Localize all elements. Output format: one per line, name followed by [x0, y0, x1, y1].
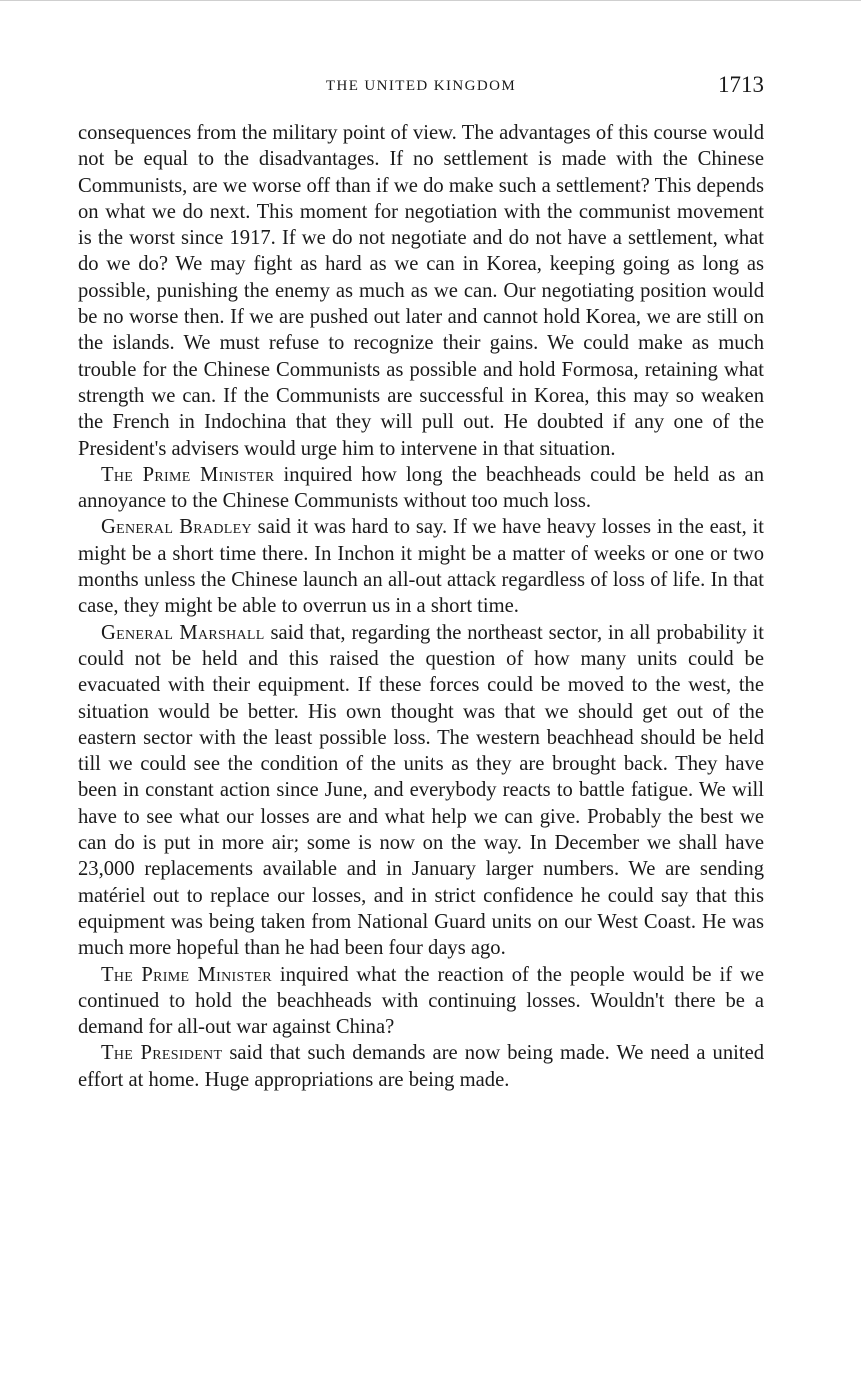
paragraph-text: said that, regarding the northeast sector, in all probability it could not be held and this raised the question of how many units could be evacuated with their equipment. If these forces could be moved to the west, the situation would be better. His own thought was that we should get out of the eastern sector with the least possible loss. The western beachhead should be held till we could see the condition of the units as they are brought back. They have been in constant action since June, and everybody reacts to battle fatigue. We will have to see what our losses are and what help we can give. Probably the best we can do is put in more air; some is now on the way. In December we shall have 23,000 replacements available and in January larger numbers. We are sending matériel out to replace our losses, and in strict confidence he could say that this equipment was being taken from National Guard units on our West Coast. He was much more hopeful than he had been four days ago. [78, 621, 765, 960]
paragraph-general-marshall [78, 620, 764, 962]
paragraph-text: said that such demands are now being made. We need a united effort at home. Huge appropriations are being made. [78, 1042, 765, 1091]
body-text [78, 120, 764, 1093]
scan-edge-line [0, 0, 861, 1]
speaker-name: The President [101, 1042, 223, 1065]
paragraph-prime-minister-2 [78, 962, 764, 1041]
paragraph-text: said it was hard to say. If we have heavy losses in the east, it might be a short time there. In Inchon it might be a matter of weeks or one or two months unless the Chinese launch an all-out attack regardless of loss of life. In that case, they might be able to overrun us in a short time. [78, 516, 764, 618]
page-number: 1713 [718, 72, 764, 97]
speaker-name: The Prime Minister [101, 963, 272, 986]
paragraph-text: consequences from the military point of view. The advantages of this course would not be equal to the disadvantages. If no settlement is made with the Chinese Communists, are we worse off than if we do make such a settlement? This depends on what we do next. This moment for negotiation with the communist movement is the worst since 1917. If we do not negotiate and do not have a settlement, what do we do? We may fight as hard as we can in Korea, keeping going as long as possible, punishing the enemy as much as we can. Our negotiating position would be no worse then. If we are pushed out later and cannot hold Korea, we are still on the islands. We must refuse to recognize their gains. We could make as much trouble for the Chinese Communists as possible and hold Formosa, retaining what strength we can. If the Communists are successful in Korea, this may so weaken the French in Indochina that they will pull out. He doubted if any one of the President's advisers would urge him to intervene in that situation. [78, 122, 764, 460]
paragraph-continuation [78, 120, 764, 462]
paragraph-text: inquired how long the beachheads could be held as an annoyance to the Chinese Communists without too much loss. [78, 463, 764, 513]
page-header [78, 74, 764, 104]
paragraph-president [78, 1040, 764, 1093]
paragraph-prime-minister-1 [78, 462, 764, 515]
paragraph-general-bradley [78, 514, 764, 619]
speaker-name: General Marshall [101, 621, 265, 644]
running-title: THE UNITED KINGDOM [325, 78, 517, 94]
speaker-name: The Prime Minister [101, 463, 275, 486]
paragraph-text: inquired what the reaction of the people would be if we continued to hold the beachheads with continuing losses. Wouldn't there be a demand for all-out war against China? [78, 963, 764, 1039]
speaker-name: General Bradley [101, 516, 252, 539]
